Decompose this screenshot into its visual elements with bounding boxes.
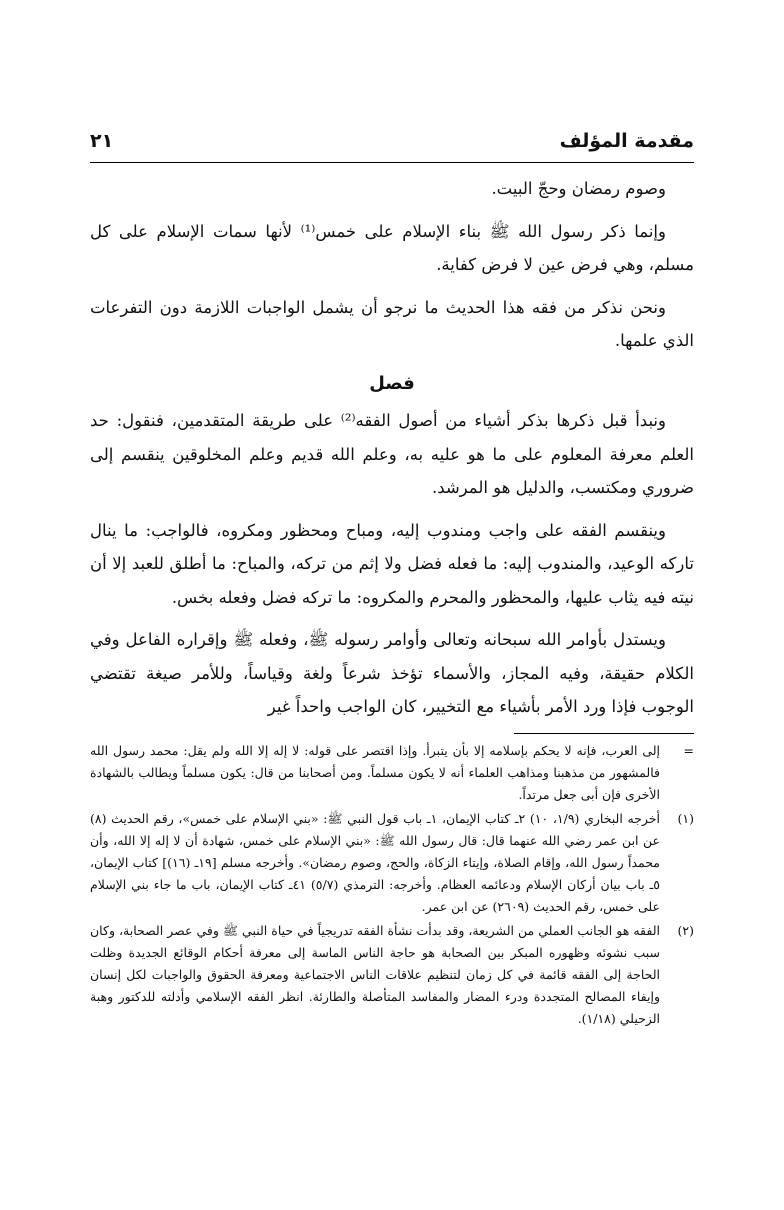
footnote-2 xyxy=(90,920,694,1030)
paragraph-5: وينقسم الفقه على واجب ومندوب إليه، ومباح ومحظور ومكروه، فالواجب: ما ينال تاركه الوعيد، والمندوب إليه: ما فعله فضل ولا إثم من تركه، والمباح: ما أطلق للعبد إلا أن نيته فيه يثاب عليها، والمحظور والمحرم والمكروه: ما تركه فضل وفعله بخس. xyxy=(90,520,694,607)
footnote-text: إلى العرب، فإنه لا يحكم بإسلامه إلا بأن يتبرأ. وإذا اقتصر على قوله: لا إله إلا الله ولم يقل: محمد رسول الله فالمشهور من مذهبنا ومذاهب العلماء أنه لا يكون مسلماً. ومن أصحابنا من قال: يكون مسلماً ويطالب بالشهادة الأخرى فإن أبى جعل مرتداً. xyxy=(90,743,660,802)
main-text xyxy=(90,172,694,733)
page-number: ٢١ xyxy=(90,130,114,152)
paragraph-1: وصوم رمضان وحجّ البيت. xyxy=(491,179,666,198)
section-heading: فصل xyxy=(369,372,415,394)
paragraph-3: ونحن نذكر من فقه هذا الحديث ما نرجو أن يشمل الواجبات اللازمة دون التفرعات الذي علمها. xyxy=(90,297,694,350)
footnote-text: الفقه هو الجانب العملي من الشريعة، وقد بدأت نشأة الفقه تدريجياً في حياة النبي ﷺ وفي عصر الصحابة، وكان سبب نشوئه وظهوره المبكر بين الصحابة هو حاجة الناس الماسة إلى معرفة أحكام الوقائع الجديدة وظلت الحاجة إلى الفقه قائمة في كل زمان لتنظيم علاقات الناس الاجتماعية ومعرفة الحقوق والواجبات لكل إنسان وإيفاء المصالح المتجددة ودرء المضار والمفاسد المتأصلة والطارئة. انظر الفقه الإسلامي وأدلته للدكتور وهبة الزحيلي (١/١٨). xyxy=(90,923,660,1026)
footnote-continued xyxy=(90,740,694,806)
running-title: مقدمة المؤلف xyxy=(559,130,694,152)
footnote-divider xyxy=(514,733,694,734)
page-header xyxy=(90,128,694,163)
footnote-marker: = xyxy=(683,743,694,758)
paragraph-2: وإنما ذكر رسول الله ﷺ بناء الإسلام على خمس⁽¹⁾ لأنها سمات الإسلام على كل مسلم، وهي فرض عين لا فرض كفاية. xyxy=(90,221,694,274)
footnote-1 xyxy=(90,808,694,918)
footnote-marker: (١) xyxy=(677,811,694,826)
paragraph-4: ونبدأ قبل ذكرها بذكر أشياء من أصول الفقه⁽²⁾ على طريقة المتقدمين، فنقول: حد العلم معرفة المعلوم على ما هو عليه به، وعلم الله قديم وعلم المخلوقين ينقسم إلى ضروري ومكتسب، والدليل هو المرشد. xyxy=(90,411,694,497)
footnote-marker: (٢) xyxy=(677,923,694,938)
footnote-text: أخرجه البخاري (١/٩، ١٠) ٢ـ كتاب الإيمان، ١ـ باب قول النبي ﷺ: «بني الإسلام على خمس»، رقم الحديث (٨) عن ابن عمر رضي الله عنهما قال: قال رسول الله ﷺ: «بني الإسلام على خمس، شهادة أن لا إله إلا الله، وأن محمداً رسول الله، وإقام الصلاة، وإيتاء الزكاة، والحج، وصوم رمضان». وأخرجه مسلم [١٩ـ (١٦)] كتاب الإيمان، ٥ـ باب بيان أركان الإسلام ودعائمه العظام. وأخرجه: الترمذي (٥/٧) ٤١ـ كتاب الإيمان، باب ما جاء بني الإسلام على خمس، رقم الحديث (٢٦٠٩) عن ابن عمر. xyxy=(90,811,660,914)
paragraph-6: ويستدل بأوامر الله سبحانه وتعالى وأوامر رسوله ﷺ، وفعله ﷺ وإقراره الفاعل وفي الكلام حقيقة، وفيه المجاز، والأسماء تؤخذ شرعاً ولغة وقياساً، وللأمر صيغة تقتضي الوجوب فإذا ورد الأمر بأشياء مع التخيير، كان الواجب واحداً غير xyxy=(90,630,694,716)
footnotes xyxy=(90,733,694,1032)
